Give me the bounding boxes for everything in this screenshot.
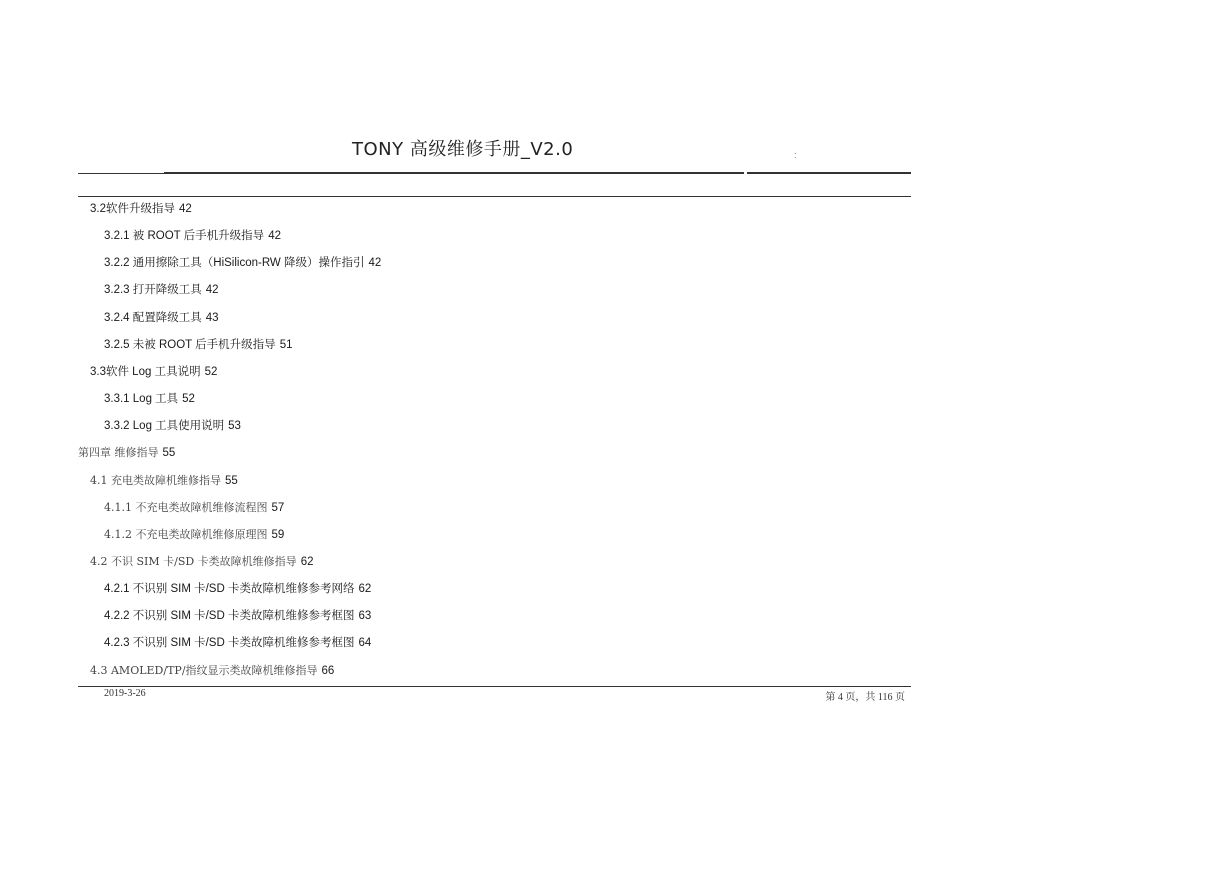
toc-entry-title: 3.2.4 配置降级工具 bbox=[104, 312, 202, 324]
toc-entry-title: 4.2.2 不识别 SIM 卡/SD 卡类故障机维修参考框图 bbox=[104, 610, 355, 622]
document-header-title: TONY 高级维修手册_V2.0 bbox=[352, 139, 574, 160]
toc-entry-title: 3.3软件 Log 工具说明 bbox=[90, 366, 201, 378]
toc-entry-title: 第四章 维修指导 bbox=[78, 446, 159, 459]
header-rule-left bbox=[78, 173, 164, 174]
header-mark: : bbox=[794, 150, 797, 160]
toc-entry-page: 52 bbox=[204, 366, 218, 378]
toc-entry-page: 42 bbox=[179, 203, 192, 215]
toc-entry-page: 63 bbox=[358, 610, 372, 622]
toc-entry-title: 4.1 充电类故障机维修指导 bbox=[90, 474, 221, 487]
toc-top-rule bbox=[78, 196, 911, 197]
footer-date: 2019-3-26 bbox=[104, 688, 146, 699]
toc-entry-page: 66 bbox=[321, 665, 335, 677]
toc-entry-page: 62 bbox=[358, 583, 372, 595]
toc-entry-page: 42 bbox=[205, 284, 219, 296]
toc-entry-title: 4.1.2 不充电类故障机维修原理图 bbox=[104, 528, 268, 541]
toc-entry-title: 4.2.3 不识别 SIM 卡/SD 卡类故障机维修参考框图 bbox=[104, 637, 355, 649]
toc-entry-page: 55 bbox=[225, 475, 238, 487]
toc-entry-page: 52 bbox=[182, 393, 195, 405]
toc-entry-title: 3.2.2 通用擦除工具（HiSilicon-RW 降级）操作指引 bbox=[104, 257, 365, 269]
toc-entry-page: 62 bbox=[300, 556, 314, 568]
toc-entry-page: 42 bbox=[268, 230, 281, 242]
toc-entry-title: 4.2 不识 SIM 卡/SD 卡类故障机维修指导 bbox=[90, 555, 297, 568]
toc-entry-page: 42 bbox=[368, 257, 382, 269]
toc-entry-page: 57 bbox=[271, 502, 285, 514]
toc-entry-title: 3.2.5 未被 ROOT 后手机升级指导 bbox=[104, 339, 276, 351]
toc-entry-page: 43 bbox=[205, 312, 219, 324]
toc-entry-page: 53 bbox=[228, 420, 241, 432]
toc-entry-title: 4.1.1 不充电类故障机维修流程图 bbox=[104, 501, 268, 514]
toc-entry-page: 64 bbox=[358, 637, 372, 649]
toc-entry-page: 55 bbox=[162, 447, 176, 459]
toc-entry-title: 4.2.1 不识别 SIM 卡/SD 卡类故障机维修参考网络 bbox=[104, 583, 355, 595]
toc-entry-title: 3.2.3 打开降级工具 bbox=[104, 284, 202, 296]
toc-entry-title: 3.3.1 Log 工具 bbox=[104, 393, 179, 405]
toc-entry-page: 59 bbox=[271, 529, 285, 541]
toc-entry-page: 51 bbox=[279, 339, 293, 351]
header-rule-main bbox=[164, 172, 744, 174]
footer-page-info: 第 4 页，共 116 页 bbox=[825, 692, 905, 703]
toc-entry-title: 4.3 AMOLED/TP/指纹显示类故障机维修指导 bbox=[90, 664, 318, 677]
toc-entry-title: 3.3.2 Log 工具使用说明 bbox=[104, 420, 225, 432]
toc-entry-title: 3.2.1 被 ROOT 后手机升级指导 bbox=[104, 230, 265, 242]
toc-entry-title: 3.2软件升级指导 bbox=[90, 203, 175, 215]
header-rule-right bbox=[747, 172, 911, 174]
footer-rule bbox=[78, 686, 911, 687]
